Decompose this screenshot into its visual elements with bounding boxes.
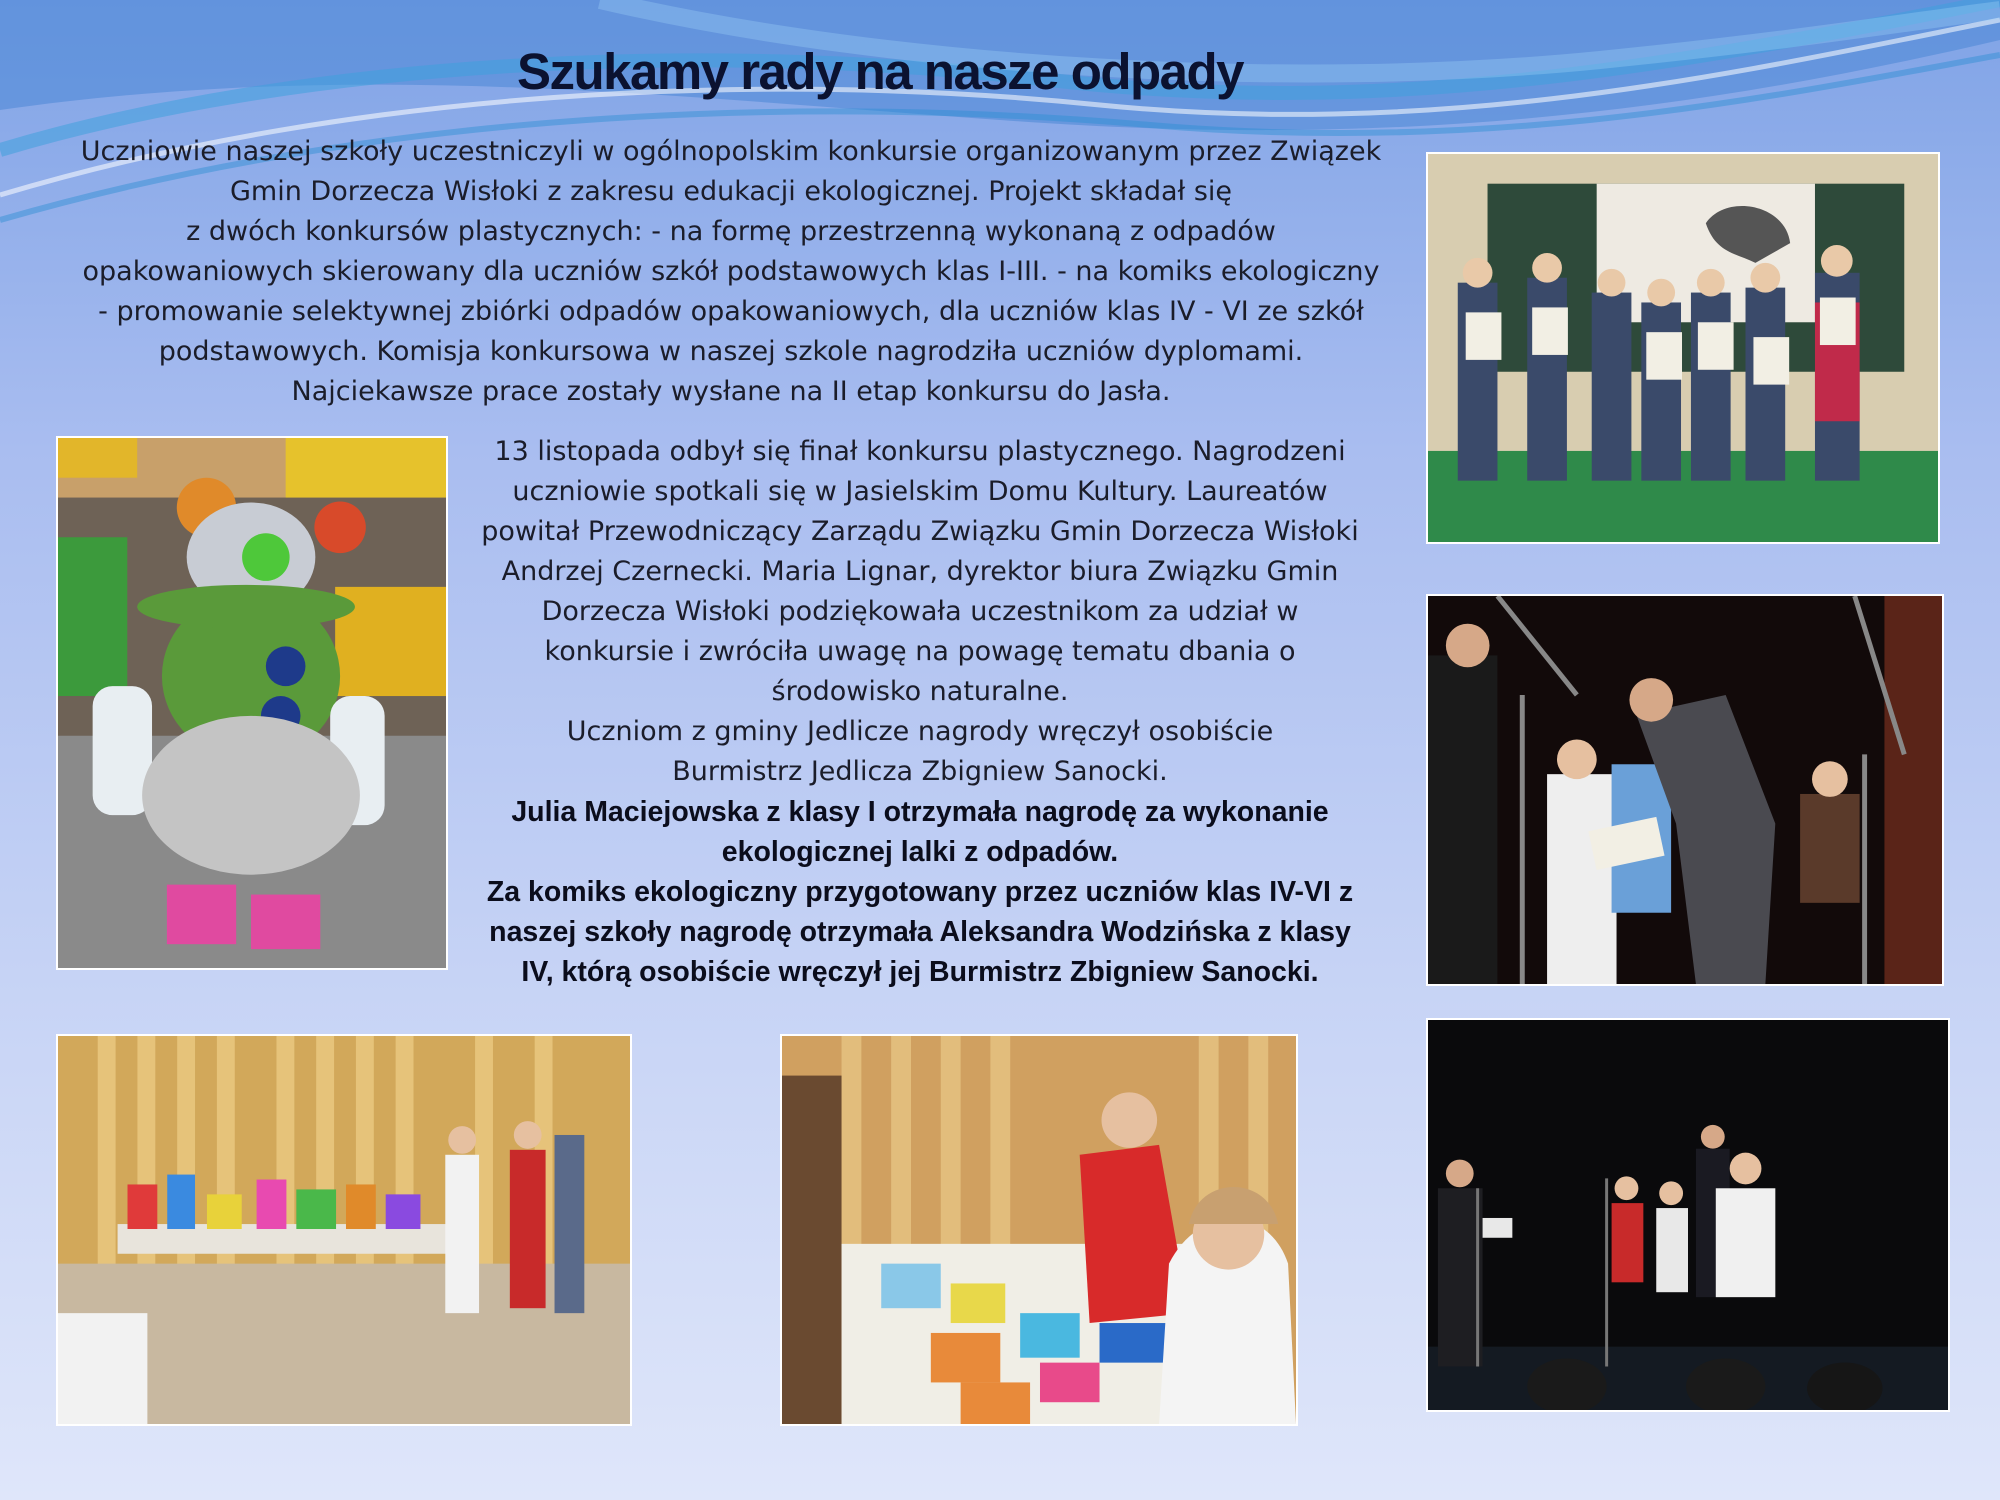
intro-line: z dwóch konkursów plastycznych: - na formę przestrzenną wykonaną z odpadów	[186, 216, 1276, 247]
award-line: Za komiks ekologiczny przygotowany przez uczniów klas IV-VI z	[486, 876, 1354, 908]
final-line: Uczniom z gminy Jedlicze nagrody wręczył osobiście	[566, 716, 1274, 747]
final-line: Dorzecza Wisłoki podziękowała uczestnikom za udział w	[541, 596, 1299, 627]
award-line: Julia Maciejowska z klasy I otrzymała nagrodę za wykonanie	[511, 796, 1329, 828]
final-line: środowisko naturalne.	[771, 676, 1069, 707]
intro-paragraph	[56, 132, 1406, 412]
final-paragraph	[470, 432, 1370, 992]
photo-stage-children	[1426, 1018, 1950, 1412]
final-line: Andrzej Czernecki. Maria Lignar, dyrektor biura Związku Gmin	[501, 556, 1339, 587]
award-line: IV, którą osobiście wręczył jej Burmistrz Zbigniew Sanocki.	[521, 956, 1319, 988]
photo-award-ceremony	[1426, 594, 1944, 986]
intro-line: opakowaniowych skierowany dla uczniów szkół podstawowych klas I-III. - na komiks ekologiczny	[82, 256, 1380, 287]
final-line: konkursie i zwróciła uwagę na powagę tematu dbania o	[544, 636, 1296, 667]
photo-girls-comics	[780, 1034, 1298, 1426]
intro-line: podstawowych. Komisja konkursowa w naszej szkole nagrodziła uczniów dyplomami.	[158, 336, 1304, 367]
final-line: Burmistrz Jedlicza Zbigniew Sanocki.	[672, 756, 1168, 787]
photo-exhibition-tables	[56, 1034, 632, 1426]
final-line: uczniowie spotkali się w Jasielskim Domu Kultury. Laureatów	[512, 476, 1328, 507]
final-line: powitał Przewodniczący Zarządu Związku Gmin Dorzecza Wisłoki	[481, 516, 1359, 547]
photo-children-diplomas	[1426, 152, 1940, 544]
award-line: ekologicznej lalki z odpadów.	[721, 836, 1119, 868]
intro-line: Najciekawsze prace zostały wysłane na II etap konkursu do Jasła.	[291, 376, 1171, 407]
award-line: naszej szkoły nagrodę otrzymała Aleksandra Wodzińska z klasy	[489, 916, 1351, 948]
intro-line: - promowanie selektywnej zbiórki odpadów opakowaniowych, dla uczniów klas IV - VI ze szkół	[98, 296, 1364, 327]
intro-line: Uczniowie naszej szkoły uczestniczyli w ogólnopolskim konkursie organizowanym przez Związek	[80, 136, 1382, 167]
intro-line: Gmin Dorzecza Wisłoki z zakresu edukacji ekologicznej. Projekt składał się	[230, 176, 1232, 207]
page-title: Szukamy rady na nasze odpady	[516, 43, 1244, 100]
photo-waste-doll	[56, 436, 448, 970]
final-line: 13 listopada odbył się finał konkursu plastycznego. Nagrodzeni	[494, 436, 1346, 467]
